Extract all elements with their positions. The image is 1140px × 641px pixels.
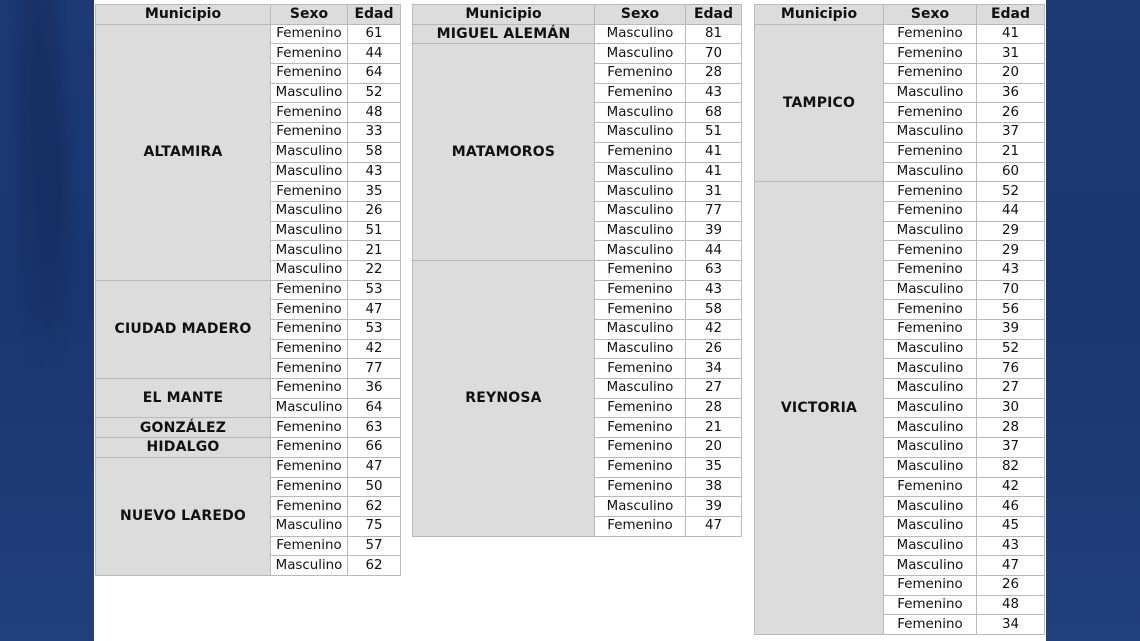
sexo-cell: Femenino [595, 359, 686, 379]
edad-cell: 76 [977, 359, 1045, 379]
sexo-cell: Femenino [271, 182, 348, 202]
sexo-cell: Femenino [271, 24, 348, 44]
sexo-cell: Masculino [271, 142, 348, 162]
edad-cell: 70 [977, 280, 1045, 300]
sexo-cell: Femenino [884, 260, 977, 280]
table-row [96, 379, 401, 399]
sexo-cell: Femenino [595, 64, 686, 84]
edad-cell: 26 [348, 201, 401, 221]
sexo-cell: Femenino [271, 300, 348, 320]
header-municipio: Municipio [755, 5, 884, 25]
sexo-cell: Masculino [595, 44, 686, 64]
sexo-cell: Masculino [884, 536, 977, 556]
table-row [96, 280, 401, 300]
sexo-cell: Femenino [884, 241, 977, 261]
sexo-cell: Masculino [884, 379, 977, 399]
sexo-cell: Masculino [884, 83, 977, 103]
sexo-cell: Masculino [595, 24, 686, 44]
edad-cell: 27 [977, 379, 1045, 399]
header-edad: Edad [686, 5, 742, 25]
header-row [755, 5, 1045, 25]
edad-cell: 31 [686, 182, 742, 202]
sexo-cell: Femenino [595, 300, 686, 320]
sexo-cell: Masculino [884, 457, 977, 477]
edad-cell: 28 [977, 418, 1045, 438]
edad-cell: 56 [977, 300, 1045, 320]
sexo-cell: Femenino [271, 123, 348, 143]
edad-cell: 64 [348, 64, 401, 84]
sexo-cell: Masculino [884, 280, 977, 300]
header-edad: Edad [348, 5, 401, 25]
municipio-cell: NUEVO LAREDO [96, 457, 271, 575]
sexo-cell: Femenino [271, 379, 348, 399]
sexo-cell: Masculino [595, 339, 686, 359]
edad-cell: 42 [686, 320, 742, 340]
sexo-cell: Femenino [884, 320, 977, 340]
edad-cell: 75 [348, 516, 401, 536]
edad-cell: 41 [977, 24, 1045, 44]
background-left [0, 0, 94, 641]
sexo-cell: Masculino [884, 556, 977, 576]
sexo-cell: Masculino [884, 123, 977, 143]
sexo-cell: Masculino [271, 201, 348, 221]
sexo-cell: Femenino [595, 418, 686, 438]
edad-cell: 63 [348, 418, 401, 438]
sexo-cell: Masculino [884, 398, 977, 418]
sexo-cell: Masculino [271, 516, 348, 536]
edad-cell: 48 [977, 595, 1045, 615]
sexo-cell: Masculino [884, 359, 977, 379]
sexo-cell: Masculino [595, 123, 686, 143]
municipio-cell: GONZÁLEZ [96, 418, 271, 438]
edad-cell: 68 [686, 103, 742, 123]
municipio-cell: VICTORIA [755, 182, 884, 635]
sexo-cell: Masculino [595, 162, 686, 182]
sexo-cell: Femenino [271, 536, 348, 556]
header-row [96, 5, 401, 25]
edad-cell: 45 [977, 516, 1045, 536]
edad-cell: 58 [348, 142, 401, 162]
edad-cell: 29 [977, 221, 1045, 241]
edad-cell: 58 [686, 300, 742, 320]
table-row [96, 418, 401, 438]
edad-cell: 77 [348, 359, 401, 379]
sexo-cell: Femenino [884, 615, 977, 635]
sexo-cell: Femenino [271, 44, 348, 64]
edad-cell: 43 [686, 280, 742, 300]
edad-cell: 47 [686, 516, 742, 536]
sexo-cell: Masculino [271, 83, 348, 103]
municipio-cell: ALTAMIRA [96, 24, 271, 280]
cases-table-3 [754, 4, 1045, 635]
sexo-cell: Femenino [884, 142, 977, 162]
header-sexo: Sexo [884, 5, 977, 25]
sexo-cell: Femenino [595, 280, 686, 300]
edad-cell: 63 [686, 260, 742, 280]
sexo-cell: Masculino [884, 418, 977, 438]
sexo-cell: Masculino [595, 182, 686, 202]
edad-cell: 39 [686, 221, 742, 241]
edad-cell: 41 [686, 142, 742, 162]
sexo-cell: Femenino [884, 24, 977, 44]
edad-cell: 47 [348, 300, 401, 320]
table-row [413, 44, 742, 64]
edad-cell: 62 [348, 497, 401, 517]
cases-table-2 [412, 4, 742, 537]
edad-cell: 44 [977, 201, 1045, 221]
sexo-cell: Masculino [271, 260, 348, 280]
table-row [96, 24, 401, 44]
sexo-cell: Femenino [884, 44, 977, 64]
edad-cell: 48 [348, 103, 401, 123]
sexo-cell: Femenino [271, 438, 348, 458]
sexo-cell: Masculino [884, 221, 977, 241]
sexo-cell: Femenino [271, 339, 348, 359]
edad-cell: 53 [348, 320, 401, 340]
municipio-cell: REYNOSA [413, 260, 595, 536]
header-row [413, 5, 742, 25]
edad-cell: 70 [686, 44, 742, 64]
sexo-cell: Femenino [271, 497, 348, 517]
edad-cell: 39 [686, 497, 742, 517]
sexo-cell: Masculino [595, 497, 686, 517]
edad-cell: 51 [686, 123, 742, 143]
header-edad: Edad [977, 5, 1045, 25]
sexo-cell: Femenino [595, 516, 686, 536]
edad-cell: 35 [686, 457, 742, 477]
sexo-cell: Femenino [595, 398, 686, 418]
edad-cell: 26 [977, 575, 1045, 595]
edad-cell: 47 [348, 457, 401, 477]
sexo-cell: Femenino [884, 300, 977, 320]
sexo-cell: Femenino [271, 103, 348, 123]
edad-cell: 43 [977, 260, 1045, 280]
sexo-cell: Masculino [595, 103, 686, 123]
edad-cell: 62 [348, 556, 401, 576]
sexo-cell: Femenino [595, 142, 686, 162]
edad-cell: 44 [348, 44, 401, 64]
sexo-cell: Femenino [884, 595, 977, 615]
sexo-cell: Masculino [595, 379, 686, 399]
sexo-cell: Femenino [595, 477, 686, 497]
sexo-cell: Masculino [884, 438, 977, 458]
sexo-cell: Masculino [271, 241, 348, 261]
table-row [96, 438, 401, 458]
sexo-cell: Femenino [271, 280, 348, 300]
municipio-cell: CIUDAD MADERO [96, 280, 271, 378]
edad-cell: 27 [686, 379, 742, 399]
municipio-cell: MATAMOROS [413, 44, 595, 261]
sexo-cell: Masculino [884, 516, 977, 536]
edad-cell: 22 [348, 260, 401, 280]
edad-cell: 77 [686, 201, 742, 221]
table-row [413, 24, 742, 44]
edad-cell: 29 [977, 241, 1045, 261]
municipio-cell: TAMPICO [755, 24, 884, 182]
sexo-cell: Masculino [595, 241, 686, 261]
edad-cell: 46 [977, 497, 1045, 517]
edad-cell: 64 [348, 398, 401, 418]
sexo-cell: Femenino [271, 64, 348, 84]
edad-cell: 21 [686, 418, 742, 438]
edad-cell: 26 [686, 339, 742, 359]
edad-cell: 43 [977, 536, 1045, 556]
edad-cell: 41 [686, 162, 742, 182]
sexo-cell: Femenino [884, 477, 977, 497]
edad-cell: 52 [348, 83, 401, 103]
edad-cell: 37 [977, 123, 1045, 143]
edad-cell: 30 [977, 398, 1045, 418]
edad-cell: 33 [348, 123, 401, 143]
table-row [96, 457, 401, 477]
edad-cell: 35 [348, 182, 401, 202]
edad-cell: 28 [686, 64, 742, 84]
sexo-cell: Femenino [884, 64, 977, 84]
sexo-cell: Femenino [271, 359, 348, 379]
edad-cell: 38 [686, 477, 742, 497]
edad-cell: 20 [977, 64, 1045, 84]
edad-cell: 34 [977, 615, 1045, 635]
sexo-cell: Masculino [271, 556, 348, 576]
sexo-cell: Femenino [271, 477, 348, 497]
edad-cell: 53 [348, 280, 401, 300]
edad-cell: 44 [686, 241, 742, 261]
edad-cell: 37 [977, 438, 1045, 458]
edad-cell: 57 [348, 536, 401, 556]
header-municipio: Municipio [96, 5, 271, 25]
edad-cell: 61 [348, 24, 401, 44]
sexo-cell: Femenino [595, 438, 686, 458]
sexo-cell: Masculino [884, 162, 977, 182]
edad-cell: 47 [977, 556, 1045, 576]
edad-cell: 82 [977, 457, 1045, 477]
header-sexo: Sexo [595, 5, 686, 25]
sexo-cell: Masculino [595, 221, 686, 241]
edad-cell: 26 [977, 103, 1045, 123]
edad-cell: 50 [348, 477, 401, 497]
sexo-cell: Femenino [884, 182, 977, 202]
edad-cell: 39 [977, 320, 1045, 340]
edad-cell: 66 [348, 438, 401, 458]
sexo-cell: Femenino [271, 418, 348, 438]
sexo-cell: Masculino [271, 162, 348, 182]
municipio-cell: MIGUEL ALEMÁN [413, 24, 595, 44]
edad-cell: 31 [977, 44, 1045, 64]
municipio-cell: EL MANTE [96, 379, 271, 418]
sexo-cell: Femenino [271, 457, 348, 477]
edad-cell: 34 [686, 359, 742, 379]
edad-cell: 43 [686, 83, 742, 103]
sexo-cell: Femenino [884, 201, 977, 221]
municipio-cell: HIDALGO [96, 438, 271, 458]
edad-cell: 21 [977, 142, 1045, 162]
header-municipio: Municipio [413, 5, 595, 25]
sexo-cell: Femenino [595, 83, 686, 103]
cases-table-1 [95, 4, 401, 576]
sexo-cell: Femenino [595, 457, 686, 477]
edad-cell: 42 [348, 339, 401, 359]
edad-cell: 42 [977, 477, 1045, 497]
edad-cell: 81 [686, 24, 742, 44]
header-sexo: Sexo [271, 5, 348, 25]
sexo-cell: Masculino [271, 221, 348, 241]
sexo-cell: Femenino [884, 103, 977, 123]
edad-cell: 43 [348, 162, 401, 182]
sexo-cell: Masculino [884, 497, 977, 517]
sexo-cell: Masculino [595, 201, 686, 221]
sexo-cell: Masculino [595, 320, 686, 340]
edad-cell: 51 [348, 221, 401, 241]
edad-cell: 36 [348, 379, 401, 399]
edad-cell: 21 [348, 241, 401, 261]
edad-cell: 36 [977, 83, 1045, 103]
table-row [755, 24, 1045, 44]
sexo-cell: Femenino [595, 260, 686, 280]
table-row [755, 182, 1045, 202]
edad-cell: 52 [977, 339, 1045, 359]
sexo-cell: Femenino [271, 320, 348, 340]
edad-cell: 52 [977, 182, 1045, 202]
sexo-cell: Masculino [884, 339, 977, 359]
sexo-cell: Femenino [884, 575, 977, 595]
edad-cell: 28 [686, 398, 742, 418]
sexo-cell: Masculino [271, 398, 348, 418]
edad-cell: 20 [686, 438, 742, 458]
edad-cell: 60 [977, 162, 1045, 182]
table-row [413, 260, 742, 280]
